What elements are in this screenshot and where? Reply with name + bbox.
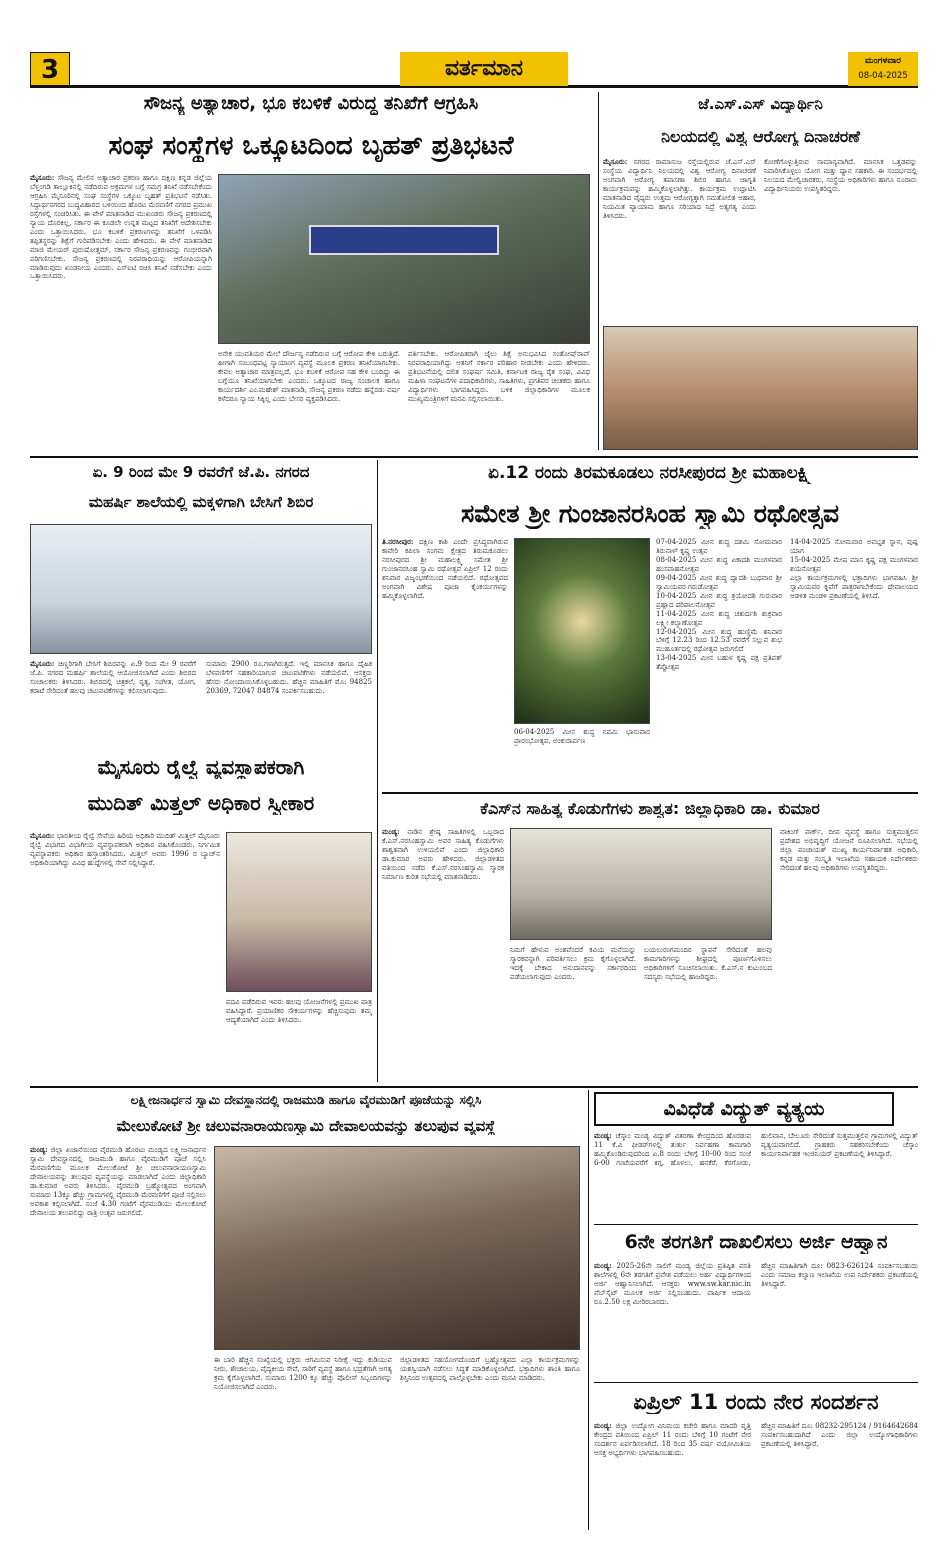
masthead-date-box — [848, 52, 918, 86]
ratha-body-col4 — [790, 538, 918, 788]
article-protest — [30, 92, 592, 452]
protest-headline-2: ಸಂಘ ಸಂಸ್ಥೆಗಳ ಒಕ್ಕೂಟದಿಂದ ಬೃಹತ್ ಪ್ರತಿಭಟನೆ — [108, 132, 514, 161]
ratha-headline-2: ಸಮೇತ ಶ್ರೀ ಗುಂಜಾನರಸಿಂಹ ಸ್ವಾಮಿ ರಥೋತ್ಸವ — [461, 500, 839, 528]
protest-headline-1: ಸೌಜನ್ಯ ಅತ್ಯಾಚಾರ, ಭೂ ಕಬಳಿಕೆ ವಿರುದ್ಧ ತನಿಖೆಗೆ ಆಗ್ರಹಿಸಿ — [143, 94, 479, 114]
railway-dateline: ಮೈಸೂರು: — [30, 832, 57, 840]
ratha-body-2: ಎಲ್ಲಾ ಕಾರ್ಯಕ್ರಮಗಳಲ್ಲಿ ಭಕ್ತಾದಿಗಳು ಭಾಗವಹಿಸಿ ಶ್ರೀ ಸ್ವಾಮಿಯವರ ಕೃಪೆಗೆ ಪಾತ್ರರಾಗಬೇಕೆಂದು ದೇವಾಲಯದ ಆಡಳಿತ ಮಂಡಳಿ ಪ್ರಕಟಣೆಯಲ್ಲಿ ತಿಳಿಸಿದೆ. — [790, 573, 918, 600]
railway-headline-1: ಮೈಸೂರು ರೈಲ್ವೆ ವ್ಯವಸ್ಥಾಪಕರಾಗಿ — [97, 756, 305, 779]
kss-body-col4 — [780, 828, 918, 1080]
article-kss — [382, 796, 918, 1082]
ratha-schedule-5: 10-04-2025 ಮೀನ ಶುದ್ಧ ತ್ರಯೋದಶಿ ಗುರುವಾರ ಪ್ರಹ್ಲಾದ ಪರಿಪಾಲನೋತ್ಸವ — [656, 591, 782, 609]
ratha-dateline: ತಿ.ನರಸೀಪುರ: — [382, 538, 420, 546]
melkote-body-col2 — [214, 1356, 392, 1530]
ratha-schedule-7: 12-04-2025 ಮೀನ ಶುದ್ಧ ಹುಣ್ಣಿಮೆ ಶನಿವಾರ ಬೆಳಿಗ್ಗೆ 12.23 ರಿಂದ 12.53 ರವರೆಗೆ ಸಲ್ಲುವ ಶುಭ ಮುಹೂರ್ತದಲ್ಲಿ ರಥೋತ್ಸವ ಜರುಗಲಿದೆ — [656, 627, 782, 654]
protest-body-col2 — [218, 350, 400, 452]
kss-dateline: ಮಂಡ್ಯ: — [382, 828, 408, 836]
railway-photo — [226, 832, 372, 992]
power-cut-dateline: ಮಂಡ್ಯ: — [594, 1132, 616, 1140]
article-summer-camp — [30, 460, 372, 750]
ratha-schedule-4: 09-04-2025 ಮೀನ ಶುದ್ಧ ದ್ವಾದಶಿ ಬುಧವಾರ ಶ್ರೀ ಸ್ವಾಮಿಯವರ ಗರುಡೋತ್ಸವ — [656, 573, 782, 591]
interview-body-2: ಹೆಚ್ಚಿನ ಮಾಹಿತಿಗೆ ದೂ: 08232-295124 / 9164642684 ಸಂಪರ್ಕಿಸಬಹುದಾಗಿದೆ ಎಂದು ಜಿಲ್ಲಾ ಉದ್ಯೋಗಾಧಿಕಾರಿಗಳು ಪ್ರಕಟಣೆಯಲ್ಲಿ ತಿಳಿಸಿದ್ದಾರೆ. — [761, 1422, 918, 1448]
health-body-col2 — [764, 158, 917, 320]
kss-body-col1 — [382, 828, 504, 1080]
railway-headline-2: ಮುದಿತ್ ಮಿತ್ತಲ್ ಅಧಿಕಾರ ಸ್ವೀಕಾರ — [87, 792, 315, 815]
article-admission — [594, 1228, 918, 1380]
ratha-schedule-8: 13-04-2025 ಮೀನ ಬಹುಳ ಕೃಷ್ಣ ಪಕ್ಷ ಪ್ರತಿಪತ್ ತೆಪ್ಪೋತ್ಸವ — [656, 654, 782, 672]
article-ratha — [382, 460, 918, 790]
protest-body-2: ಈ ವೇಳೆ ಮಾತನಾಡಿದ ಮಾಜಿ ಮೇಯರ್ ಪುರುಷೋತ್ತಮ್, ಸರ್ಕಾರ ಸೌಜನ್ಯ ಪ್ರಕರಣವನ್ನು ಗಂಭೀರವಾಗಿ ಪರಿಗಣಿಸಬೇಕು. ಸೌಜನ್ಯ ಪ್ರಕರಣದಲ್ಲಿ ನಿರಪರಾಧಿಯನ್ನು ಆರೋಪಿಯನ್ನಾಗಿ ಮಾಡಿರುವುದು ಖಂಡನೀಯ ಎಂದರು. ಎಸ್‌ಐಟಿ ರಚಿಸಿ ತನಿಖೆ ನಡೆಸಬೇಕು ಎಂದು ಒತ್ತಾಯಿಸಿದರು. — [30, 236, 212, 281]
interview-body-1: ಜಿಲ್ಲಾ ಉದ್ಯೋಗ ವಿನಿಮಯ ಕಚೇರಿ ಹಾಗೂ ಮಾದರಿ ವೃತ್ತಿ ಕೇಂದ್ರದ ವತಿಯಿಂದ ಏಪ್ರಿಲ್ 11 ರಂದು ಬೆಳಿಗ್ಗೆ 10 ಗಂಟೆಗೆ ನೇರ ಸಂದರ್ಶನ ಏರ್ಪಡಿಸಲಾಗಿದೆ. 18 ರಿಂದ 35 ವರ್ಷ ವಯೋಮಿತಿಯ ಆಸಕ್ತ ಅಭ್ಯರ್ಥಿಗಳು ಭಾಗವಹಿಸಬಹುದು. — [594, 1422, 751, 1457]
protest-banner-graphic — [309, 225, 499, 255]
interview-body-col1 — [594, 1422, 751, 1530]
power-cut-body — [594, 1132, 918, 1220]
ratha-schedule-10: 15-04-2025 ಮೇಷ ಮಾಸ ಕೃಷ್ಣ ಪಕ್ಷ ಮಂಗಳವಾರ ಶಯನೋತ್ಸವ — [790, 555, 918, 573]
power-cut-body-text: ಚೆಸ್ಕಾಂ ಮಂಡ್ಯ ವಿದ್ಯುತ್ ವಿತರಣಾ ಕೇಂದ್ರದಿಂದ ಹೊರಡುವ 11 ಕೆ.ವಿ ಫೀಡರ್‌ಗಳಲ್ಲಿ ತುರ್ತು ನಿರ್ವಹಣಾ ಕಾಮಗಾರಿ ಹಮ್ಮಿಕೊಂಡಿರುವುದರಿಂದ ಏ.8 ರಂದು ಬೆಳಿಗ್ಗೆ 10-00 ರಿಂದ ಸಂಜೆ 6-00 ಗಂಟೆಯವರೆಗೆ ಕಿಗ್ಗ, ಹೊಳಲು, ಹನಕೆರೆ, ಕೆರಗೋಡು, ಹುಲಿವಾನ, ಬೇಲೂರು ಸೇರಿದಂತೆ ಸುತ್ತಮುತ್ತಲಿನ ಗ್ರಾಮಗಳಲ್ಲಿ ವಿದ್ಯುತ್ ವ್ಯತ್ಯಯವಾಗಲಿದೆ. ಗ್ರಾಹಕರು ಸಹಕರಿಸಬೇಕೆಂದು ಚೆಸ್ಕಾಂ ಕಾರ್ಯನಿರ್ವಾಹಕ ಇಂಜಿನಿಯರ್ ಪ್ರಕಟಣೆಯಲ್ಲಿ ತಿಳಿಸಿದ್ದಾರೆ. — [594, 1132, 918, 1167]
masthead-day: ಮಂಗಳವಾರ — [864, 56, 902, 66]
kss-body-1: ನಾಡಿನ ಶ್ರೇಷ್ಠ ಸಾಹಿತಿಗಳಲ್ಲಿ ಒಬ್ಬರಾದ ಕೆ.ಎಸ್.ನರಸಿಂಹಸ್ವಾಮಿ ಅವರ ಸಾಹಿತ್ಯ ಕೊಡುಗೆಗಳು ಶಾಶ್ವತವಾಗಿ ಉಳಿಯಲಿವೆ ಎಂದು ಜಿಲ್ಲಾಧಿಕಾರಿ ಡಾ.ಕುಮಾರ ಅವರು ಹೇಳಿದರು. ಜಿಲ್ಲಾಡಳಿತದ ವತಿಯಿಂದ ನಡೆದ ಕೆ.ಎಸ್.ನರಸಿಂಹಸ್ವಾಮಿ ಸ್ಮಾರಕ ನಿರ್ಮಾಣ ಕುರಿತ ಸಭೆಯಲ್ಲಿ ಮಾತನಾಡಿದರು. — [382, 828, 504, 881]
protest-body-3: ಅನೇಕ ಯುವತಿಯರ ಮೇಲೆ ದೌರ್ಜನ್ಯ ನಡೆದಿರುವ ಬಗ್ಗೆ ಆರೋಪ ಕೇಳಿ ಬರುತ್ತಿದೆ. ಹೀಗಾಗಿ ಸಂಬಂಧಪಟ್ಟ ನ್ಯಾಯಾಂಗ ವ್ಯವಸ್ಥೆ ಮೂಲಕ ಪ್ರಕರಣ ತನಿಖೆಯಾಗಬೇಕು. ಕೇವಲ ಅತ್ಯಾಚಾರ ಮಾತ್ರವಲ್ಲದೆ, ಭೂ ಕಬಳಿಕೆ ಆರೋಪ ಸಹ ಕೇಳಿ ಬಂದಿದ್ದು ಈ ಬಗ್ಗೆಯೂ ತನಿಖೆಯಾಗಬೇಕು ಎಂದರು. ಒಕ್ಕೂಟದ ರಾಜ್ಯ ಸಂಚಾಲಕ ಹಾಗೂ ಕಾರ್ಯದರ್ಶಿ ಎಂ.ಮಹೇಶ್ ಮಾತನಾಡಿ, ಸೌಜನ್ಯ ಪ್ರಕರಣ ನಡೆದು ಹನ್ನೆರಡು ವರ್ಷ ಕಳೆದರೂ ನ್ಯಾಯ ಸಿಕ್ಕಿಲ್ಲ ಎಂದು ಬೇಸರ ವ್ಯಕ್ತಪಡಿಸಿದರು. — [218, 350, 400, 403]
melkote-ceremony-photo — [214, 1146, 580, 1350]
camp-photo — [30, 524, 372, 654]
railway-body-1: ಭಾರತೀಯ ರೈಲ್ವೆ ಸೇವೆಯ ಹಿರಿಯ ಅಧಿಕಾರಿ ಮುದಿತ್ ಮಿತ್ತಲ್ ಮೈಸೂರು ರೈಲ್ವೆ ವಿಭಾಗದ ವಿಭಾಗೀಯ ವ್ಯವಸ್ಥಾಪಕರಾಗಿ ಅಧಿಕಾರ ವಹಿಸಿಕೊಂಡರು. ನಿರ್ಗಮಿತ ವ್ಯವಸ್ಥಾಪಕರು ಅಧಿಕಾರ ಹಸ್ತಾಂತರಿಸಿದರು. ಮಿತ್ತಲ್ ಅವರು 1996 ರ ಬ್ಯಾಚ್‌ನ ಅಧಿಕಾರಿಯಾಗಿದ್ದು ವಿವಿಧ ಹುದ್ದೆಗಳಲ್ಲಿ ಸೇವೆ ಸಲ್ಲಿಸಿದ್ದಾರೆ. — [30, 832, 220, 867]
health-headline-2: ನಿಲಯದಲ್ಲಿ ವಿಶ್ವ ಆರೋಗ್ಯ ದಿನಾಚರಣೆ — [661, 128, 860, 146]
camp-headline-2: ಮಹರ್ಷಿ ಶಾಲೆಯಲ್ಲಿ ಮಕ್ಕಳಿಗಾಗಿ ಬೇಸಿಗೆ ಶಿಬಿರ — [88, 494, 314, 511]
article-melkote — [30, 1090, 582, 1530]
melkote-body-col3 — [400, 1356, 580, 1530]
article-interview — [594, 1386, 918, 1530]
protest-photo — [218, 174, 590, 344]
camp-body-2: ಸುಮಾರು 2900 ರೂ.ಗಳಾಗಿರುತ್ತದೆ. ಇಲ್ಲಿ ಮಾನಸಿಕ ಹಾಗೂ ದೈಹಿಕ ಬೆಳವಣಿಗೆಗೆ ಸಹಕಾರಿಯಾಗುವ ಚಟುವಟಿಕೆಗಳು ನಡೆಯಲಿವೆ. ಆಸಕ್ತರು ಹೆಸರು ನೋಂದಾಯಿಸಿಕೊಳ್ಳಬಹುದು. ಹೆಚ್ಚಿನ ಮಾಹಿತಿಗೆ ಮೊ: 94825 20369, 72047 84874 ಸಂಪರ್ಕಿಸಬಹುದು. — [206, 660, 372, 695]
page-number: 3 — [40, 55, 60, 85]
health-headline-1: ಜೆ.ಎಸ್.ಎಸ್ ವಿದ್ಯಾರ್ಥಿನಿ — [698, 96, 823, 113]
admission-body-2: ಹೆಚ್ಚಿನ ಮಾಹಿತಿಗಾಗಿ ದೂ: 0823-626124 ಸಂಪರ್ಕಿಸಬಹುದು ಎಂದು ಸಮಾಜ ಕಲ್ಯಾಣ ಇಲಾಖೆಯ ಉಪ ನಿರ್ದೇಶಕರು ಪ್ರಕಟಣೆಯಲ್ಲಿ ತಿಳಿಸಿದ್ದಾರೆ. — [761, 1262, 918, 1288]
railway-body-col2 — [226, 998, 372, 1082]
protest-body-4: ವರ್ತಿಸಬೇಕು. ಆರೋಪಿತರಾಗಿ ಜೈಲು ಶಿಕ್ಷೆ ಅನುಭವಿಸಿದ ಸಂತೋಷ್‌ರಾವ್ ನಿರಪರಾಧಿಯಾಗಿದ್ದು ಆತನಿಗೆ ಸರ್ಕಾರ ಪರಿಹಾರ ನೀಡಬೇಕು ಎಂದು ಹೇಳಿದರು. ಪ್ರತಿಭಟನೆಯಲ್ಲಿ ದಲಿತ ಸಂಘರ್ಷ ಸಮಿತಿ, ಕರ್ನಾಟಕ ರಾಜ್ಯ ರೈತ ಸಂಘ, ವಿವಿಧ ಮಹಿಳಾ ಸಂಘಟನೆಗಳ ಪದಾಧಿಕಾರಿಗಳು, ಸಾಹಿತಿಗಳು, ಪ್ರಗತಿಪರ ಚಿಂತಕರು ಹಾಗೂ ವಿದ್ಯಾರ್ಥಿಗಳು ಭಾಗವಹಿಸಿದ್ದರು. ಬಳಿಕ ಜಿಲ್ಲಾಧಿಕಾರಿಗಳ ಮೂಲಕ ಮುಖ್ಯಮಂತ್ರಿಗಳಿಗೆ ಮನವಿ ಸಲ್ಲಿಸಲಾಯಿತು. — [408, 350, 590, 403]
camp-body-col1 — [30, 660, 196, 750]
protest-body-col1 — [30, 174, 212, 452]
camp-body-col2 — [206, 660, 372, 750]
melkote-body-1: ಜಿಲ್ಲಾ ಖಜಾನೆಯಿಂದ ವೈರಮುಡಿ ಹೊರಟು ಮಂಡ್ಯದ ಲಕ್ಷ್ಮೀಜನಾರ್ಧನ ಸ್ವಾಮಿ ದೇವಸ್ಥಾನದಲ್ಲಿ ರಾಜಮುಡಿ ಹಾಗೂ ವೈರಮುಡಿಗೆ ಪೂಜೆ ಸಲ್ಲಿಸಿ ಮೆರವಣಿಗೆಯ ಮೂಲಕ ಮೇಲುಕೋಟೆ ಶ್ರೀ ಚಲುವನಾರಾಯಣಸ್ವಾಮಿ ದೇವಾಲಯವನ್ನು ತಲುಪುವ ವ್ಯವಸ್ಥೆಯನ್ನು ಮಾಡಲಾಗಿದೆ ಎಂದು ಜಿಲ್ಲಾಧಿಕಾರಿ ಡಾ.ಕುಮಾರ ಅವರು ತಿಳಿಸಿದರು. ವೈರಮುಡಿ ಬ್ರಹ್ಮೋತ್ಸವದ ಅಂಗವಾಗಿ ಸುಮಾರು 13ಕ್ಕೂ ಹೆಚ್ಚು ಗ್ರಾಮಗಳಲ್ಲಿ ವೈರಮುಡಿ ಮೆರವಣಿಗೆಗೆ ಪೂಜೆ ಸಲ್ಲಿಸಲು ಅವಕಾಶ ಕಲ್ಪಿಸಲಾಗಿದೆ. ಸಂಜೆ 4.30 ಗಂಟೆಗೆ ವೈರಮುಡಿಯು ಮೇಲುಕೋಟೆ ದೇವಾಲಯ ತಲುಪಲಿದ್ದು ರಾತ್ರಿ ಉತ್ಸವ ಜರುಗಲಿದೆ. — [30, 1146, 206, 1217]
ratha-schedule-9: 14-04-2025 ಸೋಮವಾರ ಅವಭೃತ ಸ್ನಾನ, ಪುಷ್ಪ ಯಾಗ — [790, 538, 918, 555]
interview-body-col2 — [761, 1422, 918, 1530]
power-cut-headline: ವಿವಿಧೆಡೆ ವಿದ್ಯುತ್ ವ್ಯತ್ಯಯ — [663, 1098, 825, 1120]
ratha-schedule-1: 06-04-2025 ಮೀನ ಶುದ್ಧ ನವಮಿ ಭಾನುವಾರ ಪ್ರಾರಂಭೋತ್ಸವ, ಅಂಕುರಾರ್ಪಣ — [514, 728, 650, 745]
page-number-box — [30, 52, 70, 86]
kss-body-4: ವಾಕಿಂಗ್ ಪಾರ್ಕ್, ದೀಪ ವ್ಯವಸ್ಥೆ ಹಾಗೂ ಸುತ್ತಮುತ್ತಲಿನ ಪ್ರದೇಶದ ಅಭಿವೃದ್ಧಿಗೆ ಯೋಜನೆ ರೂಪಿಸಲಾಗಿದೆ. ಸಭೆಯಲ್ಲಿ ಜಿಲ್ಲಾ ಪಂಚಾಯತ್ ಮುಖ್ಯ ಕಾರ್ಯನಿರ್ವಾಹಕ ಅಧಿಕಾರಿ, ಕನ್ನಡ ಮತ್ತು ಸಂಸ್ಕೃತಿ ಇಲಾಖೆಯ ಸಹಾಯಕ ನಿರ್ದೇಶಕರು ಸೇರಿದಂತೆ ಹಲವು ಅಧಿಕಾರಿಗಳು ಉಪಸ್ಥಿತರಿದ್ದರು. — [780, 828, 918, 872]
article-railway — [30, 752, 372, 1082]
melkote-dateline: ಮಂಡ್ಯ: — [30, 1146, 51, 1154]
ratha-headline-1: ಏ.12 ರಂದು ತಿರಮಕೂಡಲು ನರಸೀಪುರದ ಶ್ರೀ ಮಹಾಲಕ್ಷ್ಮಿ — [487, 464, 813, 483]
kss-meeting-photo — [510, 828, 772, 940]
kss-body-3: ಬಯಲುರಂಗಮಂದಿರ ಸ್ಥಾಪನೆ ಸೇರಿದಂತೆ ಹಲವು ಕಾಮಗಾರಿಗಳನ್ನು ಶೀಘ್ರದಲ್ಲಿ ಪೂರ್ಣಗೊಳಿಸಲು ಅಧಿಕಾರಿಗಳಿಗೆ ಸೂಚಿಸಲಾಯಿತು. ಕೆ.ಎಸ್.ನ ಕುಟುಂಬದ ಸದಸ್ಯರು ಸಭೆಯಲ್ಲಿ ಹಾಜರಿದ್ದರು. — [644, 946, 772, 981]
masthead-title: ವರ್ತಮಾನ — [444, 56, 524, 81]
interview-dateline: ಮಂಡ್ಯ: — [594, 1422, 616, 1430]
railway-body-2: ಪದವಿ ಪಡೆದಿರುವ ಇವರು ಹಲವು ಯೋಜನೆಗಳಲ್ಲಿ ಪ್ರಮುಖ ಪಾತ್ರ ವಹಿಸಿದ್ದಾರೆ. ಪ್ರಯಾಣಿಕರ ಸೌಕರ್ಯಗಳನ್ನು ಹೆಚ್ಚಿಸುವುದು ತಮ್ಮ ಆದ್ಯತೆಯಾಗಿದೆ ಎಂದು ತಿಳಿಸಿದರು. — [226, 998, 372, 1024]
melkote-body-col1 — [30, 1146, 206, 1530]
masthead-title-box — [400, 52, 568, 86]
article-health-day — [603, 92, 918, 452]
melkote-body-2: ಈ ಬಾರಿ ಹೆಚ್ಚಿನ ಸಂಖ್ಯೆಯಲ್ಲಿ ಭಕ್ತರು ಆಗಮಿಸುವ ನಿರೀಕ್ಷೆ ಇದ್ದು ಕುಡಿಯುವ ನೀರು, ಶೌಚಾಲಯ, ವೈದ್ಯಕೀಯ ಸೇವೆ, ಸಾರಿಗೆ ವ್ಯವಸ್ಥೆ ಹಾಗೂ ಭದ್ರತೆಗಾಗಿ ಅಗತ್ಯ ಕ್ರಮ ಕೈಗೊಳ್ಳಲಾಗಿದೆ. ಸುಮಾರು 1200 ಕ್ಕೂ ಹೆಚ್ಚು ಪೊಲೀಸ್ ಸಿಬ್ಬಂದಿಗಳನ್ನು ನಿಯೋಜಿಸಲಾಗಿದೆ ಎಂದರು. — [214, 1356, 392, 1391]
ratha-body-col1 — [382, 538, 508, 788]
ratha-schedule-under-photo — [514, 728, 650, 788]
masthead — [30, 50, 918, 88]
health-body-1: ನಗರದ ರಾಮಾನುಜ ರಸ್ತೆಯಲ್ಲಿರುವ ಜೆ.ಎಸ್.ಎಸ್ ಸಂಸ್ಥೆಯ ವಿದ್ಯಾರ್ಥಿನಿ ನಿಲಯದಲ್ಲಿ ವಿಶ್ವ ಆರೋಗ್ಯ ದಿನಾಚರಣೆ ಅಂಗವಾಗಿ ಆರೋಗ್ಯ ತಪಾಸಣಾ ಶಿಬಿರ ಹಾಗೂ ಜಾಗೃತಿ ಕಾರ್ಯಕ್ರಮವನ್ನು ಹಮ್ಮಿಕೊಳ್ಳಲಾಗಿತ್ತು. ಕಾರ್ಯಕ್ರಮ ಉದ್ಘಾಟಿಸಿ ಮಾತನಾಡಿದ ವೈದ್ಯರು ಉತ್ತಮ ಆರೋಗ್ಯಕ್ಕಾಗಿ ಸಮತೋಲಿತ ಆಹಾರ, ನಿಯಮಿತ ವ್ಯಾಯಾಮ ಹಾಗೂ ಸರಿಯಾದ ನಿದ್ರೆ ಅತ್ಯಗತ್ಯ ಎಂದು ತಿಳಿಸಿದರು. — [603, 158, 756, 220]
camp-body-1: ಚಿಣ್ಣರಿಗಾಗಿ ಬೇಸಿಗೆ ಶಿಬಿರವನ್ನು ಏ.9 ರಿಂದ ಮೇ 9 ರವರೆಗೆ ಜೆ.ಪಿ. ನಗರದ ಮಹರ್ಷಿ ಶಾಲೆಯಲ್ಲಿ ಆಯೋಜಿಸಲಾಗಿದೆ ಎಂದು ಶಿಬಿರದ ಸಂಚಾಲಕರು ತಿಳಿಸಿದರು. ಶಿಬಿರದಲ್ಲಿ ಚಿತ್ರಕಲೆ, ನೃತ್ಯ, ಸಂಗೀತ, ಯೋಗ, ಕರಾಟೆ ಸೇರಿದಂತೆ ಹಲವು ಚಟುವಟಿಕೆಗಳನ್ನು ಕಲಿಸಲಾಗುವುದು. — [30, 660, 196, 695]
masthead-date: 08-04-2025 — [858, 71, 908, 81]
ratha-schedule-3: 08-04-2025 ಮೀನ ಶುದ್ಧ ಏಕಾದಶಿ ಮಂಗಳವಾರ ಹಂಸವಾಹನೋತ್ಸವ — [656, 555, 782, 573]
kss-body-col2 — [510, 946, 636, 1080]
kss-headline: ಕೆಎಸ್‌ನ ಸಾಹಿತ್ಯ ಕೊಡುಗೆಗಳು ಶಾಶ್ವತ: ಜಿಲ್ಲಾಧಿಕಾರಿ ಡಾ. ಕುಮಾರ — [480, 800, 820, 818]
protest-dateline: ಮೈಸೂರು: — [30, 174, 58, 182]
ratha-body-1: ದಕ್ಷಿಣ ಕಾಶಿ ಎಂದೇ ಪ್ರಸಿದ್ಧವಾಗಿರುವ ಕಾವೇರಿ ಕಪಿಲಾ ಸಂಗಮ ಕ್ಷೇತ್ರದ ತಿರುಮಕೂಡಲು ನರಸೀಪುರದ ಶ್ರೀ ಮಹಾಲಕ್ಷ್ಮಿ ಸಮೇತ ಶ್ರೀ ಗುಂಜಾನರಸಿಂಹ ಸ್ವಾಮಿ ರಥೋತ್ಸವ ಏಪ್ರಿಲ್ 12 ರಂದು ಶನಿವಾರ ವಿಜೃಂಭಣೆಯಿಂದ ನಡೆಯಲಿದೆ. ರಥೋತ್ಸವದ ಅಂಗವಾಗಿ ವಿಶೇಷ ಪೂಜಾ ಕೈಂಕರ್ಯಗಳನ್ನು ಹಮ್ಮಿಕೊಳ್ಳಲಾಗಿದೆ. — [382, 538, 508, 600]
health-body-2: ಕೋಣೆಗೊಳ್ಳುತ್ತಿರುವ ಸಾಮಾನ್ಯವಾಗಿದೆ. ಮಾನಸಿಕ ಒತ್ತಡವನ್ನು ನಿವಾರಿಸಿಕೊಳ್ಳಲು ಯೋಗ ಮತ್ತು ಧ್ಯಾನ ಸಹಕಾರಿ. ಈ ಸಂದರ್ಭದಲ್ಲಿ ನಿಲಯದ ಮೇಲ್ವಿಚಾರಕರು, ಸಂಸ್ಥೆಯ ಅಧಿಕಾರಿಗಳು ಹಾಗೂ ನೂರಾರು ವಿದ್ಯಾರ್ಥಿನಿಯರು ಉಪಸ್ಥಿತರಿದ್ದರು. — [764, 158, 917, 193]
admission-body-1: 2025-26ನೇ ಸಾಲಿಗೆ ಮಂಡ್ಯ ಜಿಲ್ಲೆಯ ಪ್ರತಿಷ್ಠಿತ ವಸತಿ ಶಾಲೆಗಳಲ್ಲಿ 6ನೇ ತರಗತಿಗೆ ಪ್ರವೇಶ ಪಡೆಯಲು ಅರ್ಹ ವಿದ್ಯಾರ್ಥಿಗಳಿಂದ ಅರ್ಜಿ ಆಹ್ವಾನಿಸಲಾಗಿದೆ. ಆಸಕ್ತರು www.sw.kar.nic.in ವೆಬ್‌ಸೈಟ್ ಮೂಲಕ ಅರ್ಜಿ ಸಲ್ಲಿಸಬಹುದು. ವಾರ್ಷಿಕ ಆದಾಯ ರೂ.2.50 ಲಕ್ಷ ಮೀರಿರಬಾರದು. — [594, 1262, 751, 1306]
article-power-cut — [594, 1090, 918, 1222]
protest-body-col3 — [408, 350, 590, 452]
melkote-headline-2: ಮೇಲುಕೋಟೆ ಶ್ರೀ ಚಲುವನಾರಾಯಣಸ್ವಾಮಿ ದೇವಾಲಯವನ್ನು ತಲುಪುವ ವ್ಯವಸ್ಥೆ — [116, 1118, 496, 1135]
camp-headline-1: ಏ. 9 ರಿಂದ ಮೇ 9 ರವರೆಗೆ ಜೆ.ಪಿ. ನಗರದ — [92, 464, 310, 481]
protest-body-1: ಸೌಜನ್ಯ ಮೇಲಿನ ಅತ್ಯಾಚಾರ ಪ್ರಕರಣ ಹಾಗೂ ದಕ್ಷಿಣ ಕನ್ನಡ ಜಿಲ್ಲೆಯ ಬೆಳ್ತಂಗಡಿ ತಾಲ್ಲೂಕಿನಲ್ಲಿ ನಡೆದಿರುವ ಅಕ್ರಮಗಳ ಬಗ್ಗೆ ಸಮಗ್ರ ತನಿಖೆ ನಡೆಸಬೇಕೆಂದು ಆಗ್ರಹಿಸಿ ಮೈಸೂರಿನಲ್ಲಿ ಸಂಘ ಸಂಸ್ಥೆಗಳ ಒಕ್ಕೂಟ ಬೃಹತ್ ಪ್ರತಿಭಟನೆ ನಡೆಸಿತು. ಸಿದ್ದಾರ್ಥನಗರದ ಬುದ್ಧವಿಹಾರದ ಬಳಿಯಿಂದ ಹೊರಟ ಮೆರವಣಿಗೆ ನಗರದ ಪ್ರಮುಖ ರಸ್ತೆಗಳಲ್ಲಿ ಸಂಚರಿಸಿತು. ಈ ವೇಳೆ ಮಾತನಾಡಿದ ಮುಖಂಡರು ಸೌಜನ್ಯ ಪ್ರಕರಣದಲ್ಲಿ ನ್ಯಾಯ ದೊರಕಿಲ್ಲ, ಸರ್ಕಾರ ಈ ಕೂಡಲೇ ಉನ್ನತ ಮಟ್ಟದ ತನಿಖೆಗೆ ಆದೇಶಿಸಬೇಕು ಎಂದು ಒತ್ತಾಯಿಸಿದರು. ಭೂ ಕಬಳಿಕೆ ಪ್ರಕರಣಗಳನ್ನು ತನಿಖೆಗೆ ಒಳಪಡಿಸಿ ತಪ್ಪಿತಸ್ಥರನ್ನು ಶಿಕ್ಷೆಗೆ ಗುರಿಪಡಿಸಬೇಕು ಎಂದು ಹೇಳಿದರು. — [30, 174, 212, 245]
melkote-headline-1: ಲಕ್ಷ್ಮೀಜನಾರ್ಧನ ಸ್ವಾಮಿ ದೇವಸ್ಥಾನದಲ್ಲಿ ರಾಜಮುಡಿ ಹಾಗೂ ವೈರಮುಡಿಗೆ ಪೂಜೆಯನ್ನು ಸಲ್ಲಿಸಿ — [130, 1094, 482, 1107]
ratha-schedule-2: 07-04-2025 ಮೀನ ಶುದ್ಧ ದಶಮಿ ಸೋಮವಾರ ತಿರುನಾಳ್ ಕೃಷ್ಣ ಉತ್ಸವ — [656, 538, 782, 555]
interview-headline: ಏಪ್ರಿಲ್ 11 ರಂದು ನೇರ ಸಂದರ್ಶನ — [633, 1390, 879, 1414]
ratha-body-col3 — [656, 538, 782, 788]
health-photo — [603, 326, 918, 450]
ratha-schedule-6: 11-04-2025 ಮೀನ ಶುದ್ಧ ಚತುರ್ದಶಿ ಶುಕ್ರವಾರ ಲಕ್ಷ್ಮೀ ಕಲ್ಯಾಣೋತ್ಸವ — [656, 609, 782, 627]
railway-body-col1 — [30, 832, 220, 1082]
kss-body-col3 — [644, 946, 772, 1080]
power-cut-headline-box — [594, 1092, 894, 1126]
health-body-col1 — [603, 158, 756, 320]
admission-body-col2 — [761, 1262, 918, 1380]
admission-headline: 6ನೇ ತರಗತಿಗೆ ದಾಖಲಿಸಲು ಅರ್ಜಿ ಆಹ್ವಾನ — [624, 1232, 888, 1253]
health-dateline: ಮೈಸೂರು: — [603, 158, 634, 166]
melkote-body-3: ಜಿಲ್ಲಾಡಳಿತದ ಸಹಯೋಗದೊಂದಿಗೆ ಬ್ರಹ್ಮೋತ್ಸವದ ಎಲ್ಲಾ ಕಾರ್ಯಕ್ರಮಗಳನ್ನು ಯಶಸ್ವಿಯಾಗಿ ನಡೆಸಲು ಸಿದ್ಧತೆ ಮಾಡಿಕೊಳ್ಳಲಾಗಿದೆ. ಭಕ್ತಾದಿಗಳು ಶಾಂತಿ ಹಾಗೂ ಶಿಸ್ತಿನಿಂದ ಉತ್ಸವದಲ್ಲಿ ಪಾಲ್ಗೊಳ್ಳಬೇಕು ಎಂದು ಮನವಿ ಮಾಡಿದರು. — [400, 1356, 580, 1382]
camp-dateline: ಮೈಸೂರು: — [30, 660, 58, 668]
ratha-idol-photo — [514, 538, 650, 724]
kss-body-2: ನಿಮಗೆ ಹೇಳುವ ಅಂಶವೆಂದರೆ ಕವಿಯ ಮನೆಯನ್ನು ಸ್ಮಾರಕವನ್ನಾಗಿ ಪರಿವರ್ತಿಸಲು ಕ್ರಮ ಕೈಗೊಳ್ಳಲಾಗಿದೆ. ಇದಕ್ಕೆ ಬೇಕಾದ ಅನುದಾನವನ್ನು ಸರ್ಕಾರದಿಂದ ಪಡೆಯಲಾಗುವುದು ಎಂದರು. — [510, 946, 636, 981]
admission-body-col1 — [594, 1262, 751, 1380]
admission-dateline: ಮಂಡ್ಯ: — [594, 1262, 617, 1270]
